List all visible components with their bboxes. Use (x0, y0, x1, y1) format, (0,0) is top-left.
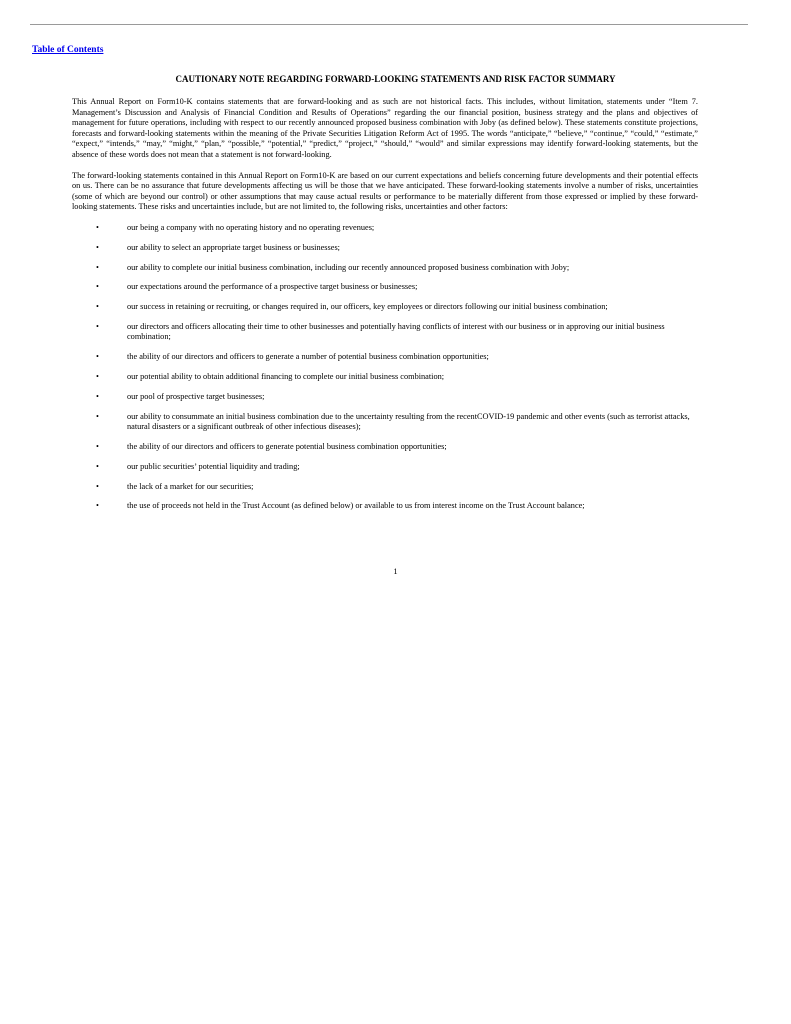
bullet-icon: • (96, 262, 99, 272)
bullet-icon: • (96, 391, 99, 401)
list-item (72, 372, 698, 383)
bullet-icon: • (96, 321, 99, 331)
bullet-icon: • (96, 352, 99, 362)
list-item-text: our being a company with no operating history and no operating revenues; (127, 222, 375, 232)
list-item (72, 482, 698, 493)
list-item-text: our ability to consummate an initial business combination due to the uncertainty resulting from the recentCOVID-19 pandemic and other events (such as terrorist attacks, natural disasters or a significant outbreak of other infectious diseases); (127, 411, 690, 432)
list-item (72, 352, 698, 363)
bullet-icon: • (96, 222, 99, 232)
top-divider (30, 24, 748, 25)
list-item (72, 302, 698, 313)
list-item (72, 392, 698, 403)
list-item-text: our expectations around the performance of a prospective target business or businesses; (127, 282, 418, 292)
list-item-text: our ability to select an appropriate target business or businesses; (127, 242, 340, 252)
list-item-text: our public securities’ potential liquidity and trading; (127, 461, 300, 471)
list-item-text: the use of proceeds not held in the Trust Account (as defined below) or available to us from interest income on the Trust Account balance; (127, 501, 585, 511)
forward-looking-paragraph: The forward-looking statements contained in this Annual Report on Form10-K are based on our current expectations and beliefs concerning future developments and their potential effects on us. There can be no assurance that future developments affecting us will be those that we have anticipated. These forward-looking statements involve a number of risks, uncertainties (some of which are beyond our control) or other assumptions that may cause actual results or performance to be materially different from those expressed or implied by these forward-looking statements. These risks and uncertainties include, but are not limited to, the following risks, uncertainties and other factors: (72, 170, 698, 212)
bullet-icon: • (96, 481, 99, 491)
list-item-text: our potential ability to obtain additional financing to complete our initial business combination; (127, 372, 445, 381)
list-item (72, 282, 698, 293)
bullet-icon: • (96, 501, 99, 511)
list-item (72, 501, 698, 512)
list-item (72, 442, 698, 453)
list-item-text: our directors and officers allocating their time to other businesses and potentially having conflicts of interest with our business or in approving our initial business combination; (127, 321, 665, 342)
document-body (72, 97, 698, 521)
risk-factor-list (72, 223, 698, 512)
list-item-text: our ability to complete our initial business combination, including our recently announced proposed business combination with Joby; (127, 262, 570, 272)
bullet-icon: • (96, 372, 99, 381)
bullet-icon: • (96, 242, 99, 252)
list-item-text: our pool of prospective target businesses; (127, 391, 265, 401)
page-number: 1 (393, 566, 398, 576)
intro-paragraph: This Annual Report on Form10-K contains statements that are forward-looking and as such are not historical facts. This includes, without limitation, statements under “Item 7. Management’s Discussion and Analysis of Financial Condition and Results of Operations” regarding the our financial position, business strategy and the plans and objectives of management for future operations, including with respect to our recently announced proposed business combination with Joby (as defined below). These statements constitute projections, forecasts and forward-looking statements within the meaning of the Private Securities Litigation Reform Act of 1995. The words “anticipate,” “believe,” “continue,” “could,” “estimate,” “expect,” “intends,” “may,” “might,” “plan,” “possible,” “potential,” “predict,” “project,” “should,” “would” and similar expressions may identify forward-looking statements, but the absence of these words does not mean that a statement is not forward-looking. (72, 97, 698, 159)
page-title: CAUTIONARY NOTE REGARDING FORWARD-LOOKING STATEMENTS AND RISK FACTOR SUMMARY (175, 74, 616, 84)
list-item (72, 223, 698, 234)
table-of-contents-link[interactable]: Table of Contents (32, 45, 104, 55)
bullet-icon: • (96, 282, 99, 292)
bullet-icon: • (96, 411, 99, 421)
bullet-icon: • (96, 302, 99, 312)
list-item (72, 322, 698, 343)
list-item-text: the ability of our directors and officers to generate potential business combination opportunities; (127, 441, 447, 451)
list-item-text: the ability of our directors and officers to generate a number of potential business combination opportunities; (127, 352, 489, 362)
bullet-icon: • (96, 461, 99, 471)
list-item (72, 412, 698, 433)
list-item-text: the lack of a market for our securities; (127, 481, 254, 491)
bullet-icon: • (96, 441, 99, 451)
list-item (72, 243, 698, 254)
list-item (72, 462, 698, 473)
list-item (72, 263, 698, 274)
list-item-text: our success in retaining or recruiting, or changes required in, our officers, key employees or directors following our initial business combination; (127, 302, 608, 312)
